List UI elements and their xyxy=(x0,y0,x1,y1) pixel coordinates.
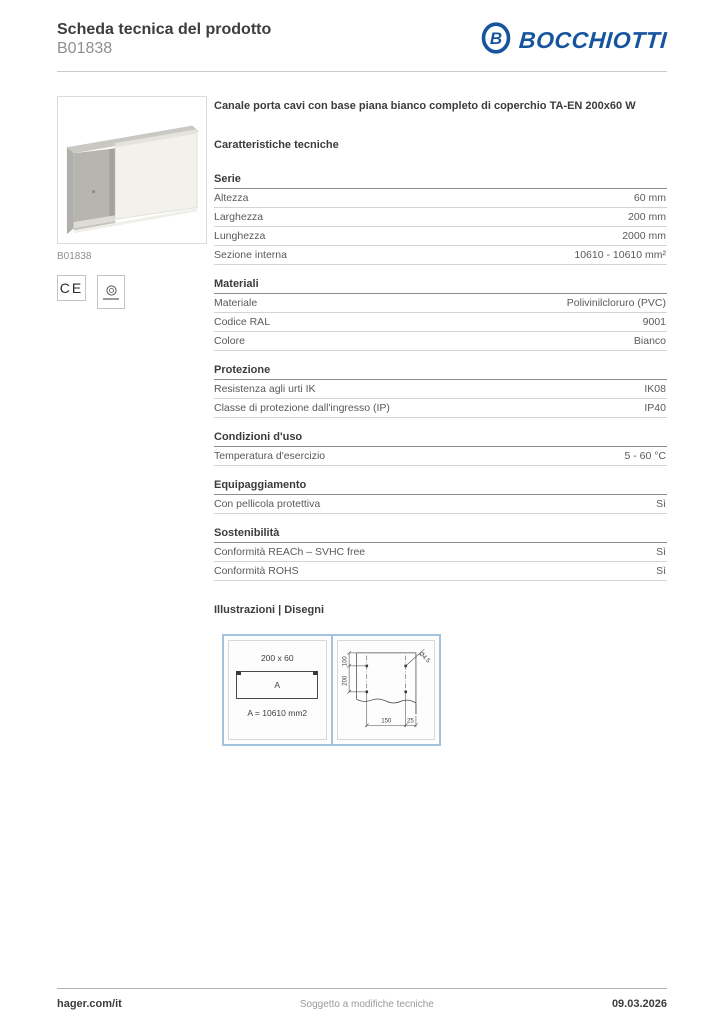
hole-diameter-label: Ø4.5 xyxy=(416,651,431,665)
section-title: Equipaggiamento xyxy=(214,479,667,495)
row-label: Colore xyxy=(214,335,245,347)
row-label: Codice RAL xyxy=(214,316,271,328)
illustration-cross-section xyxy=(224,636,331,744)
row-label: Conformità ROHS xyxy=(214,565,299,577)
row-value: 10610 - 10610 mm² xyxy=(574,249,666,261)
section-sostenibilita xyxy=(214,527,667,581)
quality-mark-icon xyxy=(97,275,125,309)
illustrations-heading: Illustrazioni | Disegni xyxy=(214,604,325,616)
table-row xyxy=(214,294,667,313)
page-footer xyxy=(57,988,667,1010)
table-row xyxy=(214,332,667,351)
left-column xyxy=(57,96,207,746)
row-label: Lunghezza xyxy=(214,230,266,242)
row-value: IP40 xyxy=(644,402,666,414)
table-row xyxy=(214,562,667,581)
row-label: Larghezza xyxy=(214,211,264,223)
header-titles xyxy=(57,20,271,58)
row-value: 5 - 60 °C xyxy=(624,450,666,462)
dim-100-label: 100 xyxy=(341,656,348,667)
dim-200-label: 200 xyxy=(341,675,348,686)
illustrations-box xyxy=(222,634,441,746)
row-value: Sì xyxy=(656,498,666,510)
row-label: Conformità REACh – SVHC free xyxy=(214,546,366,558)
row-value: Polivinilcloruro (PVC) xyxy=(566,297,666,309)
table-row xyxy=(214,543,667,562)
svg-text:B: B xyxy=(489,29,503,48)
dim-25-label: 25 xyxy=(406,718,414,725)
right-column xyxy=(214,96,667,746)
certification-marks xyxy=(57,275,207,309)
table-row xyxy=(214,313,667,332)
ce-mark-icon xyxy=(57,275,86,301)
table-row xyxy=(214,447,667,466)
bocchiotti-logo-icon xyxy=(480,22,512,59)
row-value: Sì xyxy=(656,546,666,558)
product-image-code: B01838 xyxy=(57,251,92,262)
row-label: Altezza xyxy=(214,192,249,204)
cross-section-drawing xyxy=(236,671,318,699)
row-label: Temperatura d'esercizio xyxy=(214,450,326,462)
section-title: Serie xyxy=(214,173,667,189)
illustration-drilling-drawing xyxy=(331,636,440,744)
row-label: Sezione interna xyxy=(214,249,287,261)
drilling-diagram xyxy=(338,641,435,739)
row-value: 200 mm xyxy=(628,211,666,223)
table-row xyxy=(214,399,667,418)
section-equipaggiamento xyxy=(214,479,667,514)
cross-section-area-letter: A xyxy=(274,680,281,690)
row-value: 60 mm xyxy=(633,192,666,204)
cross-section-dim-label: 200 x 60 xyxy=(260,653,294,663)
ce-mark-label: CE xyxy=(59,280,84,296)
row-value: IK08 xyxy=(644,383,666,395)
row-label: Resistenza agli urti IK xyxy=(214,383,316,395)
footer-disclaimer: Soggetto a modifiche tecniche xyxy=(299,999,434,1010)
characteristics-heading: Caratteristiche tecniche xyxy=(214,139,339,151)
row-label: Con pellicola protettiva xyxy=(214,498,321,510)
table-row xyxy=(214,189,667,208)
section-materiali xyxy=(214,278,667,351)
page-title: Scheda tecnica del prodotto xyxy=(57,21,272,38)
page-header xyxy=(57,0,667,72)
brand-logo xyxy=(480,22,667,59)
row-value: 2000 mm xyxy=(622,230,666,242)
product-photo-trunking xyxy=(58,97,206,243)
footer-website-link[interactable]: hager.com/it xyxy=(57,998,122,1010)
product-image xyxy=(57,96,207,244)
product-description: Canale porta cavi con base piana bianco completo di coperchio TA-EN 200x60 W xyxy=(214,100,636,112)
brand-name: BOCCHIOTTI xyxy=(518,27,668,53)
cross-section-area-value: A = 10610 mm2 xyxy=(247,708,308,718)
section-serie xyxy=(214,173,667,265)
quality-mark-microtext xyxy=(103,298,119,300)
section-protezione xyxy=(214,364,667,418)
row-value: Bianco xyxy=(633,335,666,347)
section-title: Sostenibilità xyxy=(214,527,667,543)
table-row xyxy=(214,495,667,514)
section-title: Protezione xyxy=(214,364,667,380)
table-row xyxy=(214,380,667,399)
table-row xyxy=(214,246,667,265)
main-content xyxy=(57,96,667,746)
row-label: Classe di protezione dall'ingresso (IP) xyxy=(214,402,390,414)
table-row xyxy=(214,227,667,246)
table-row xyxy=(214,208,667,227)
dim-150-label: 150 xyxy=(380,718,391,725)
row-label: Materiale xyxy=(214,297,258,309)
row-value: 9001 xyxy=(642,316,666,328)
product-code: B01838 xyxy=(57,40,113,57)
section-condizioni-duso xyxy=(214,431,667,466)
row-value: Sì xyxy=(656,565,666,577)
footer-date: 09.03.2026 xyxy=(611,998,667,1010)
section-title: Condizioni d'uso xyxy=(214,431,667,447)
section-title: Materiali xyxy=(214,278,667,294)
